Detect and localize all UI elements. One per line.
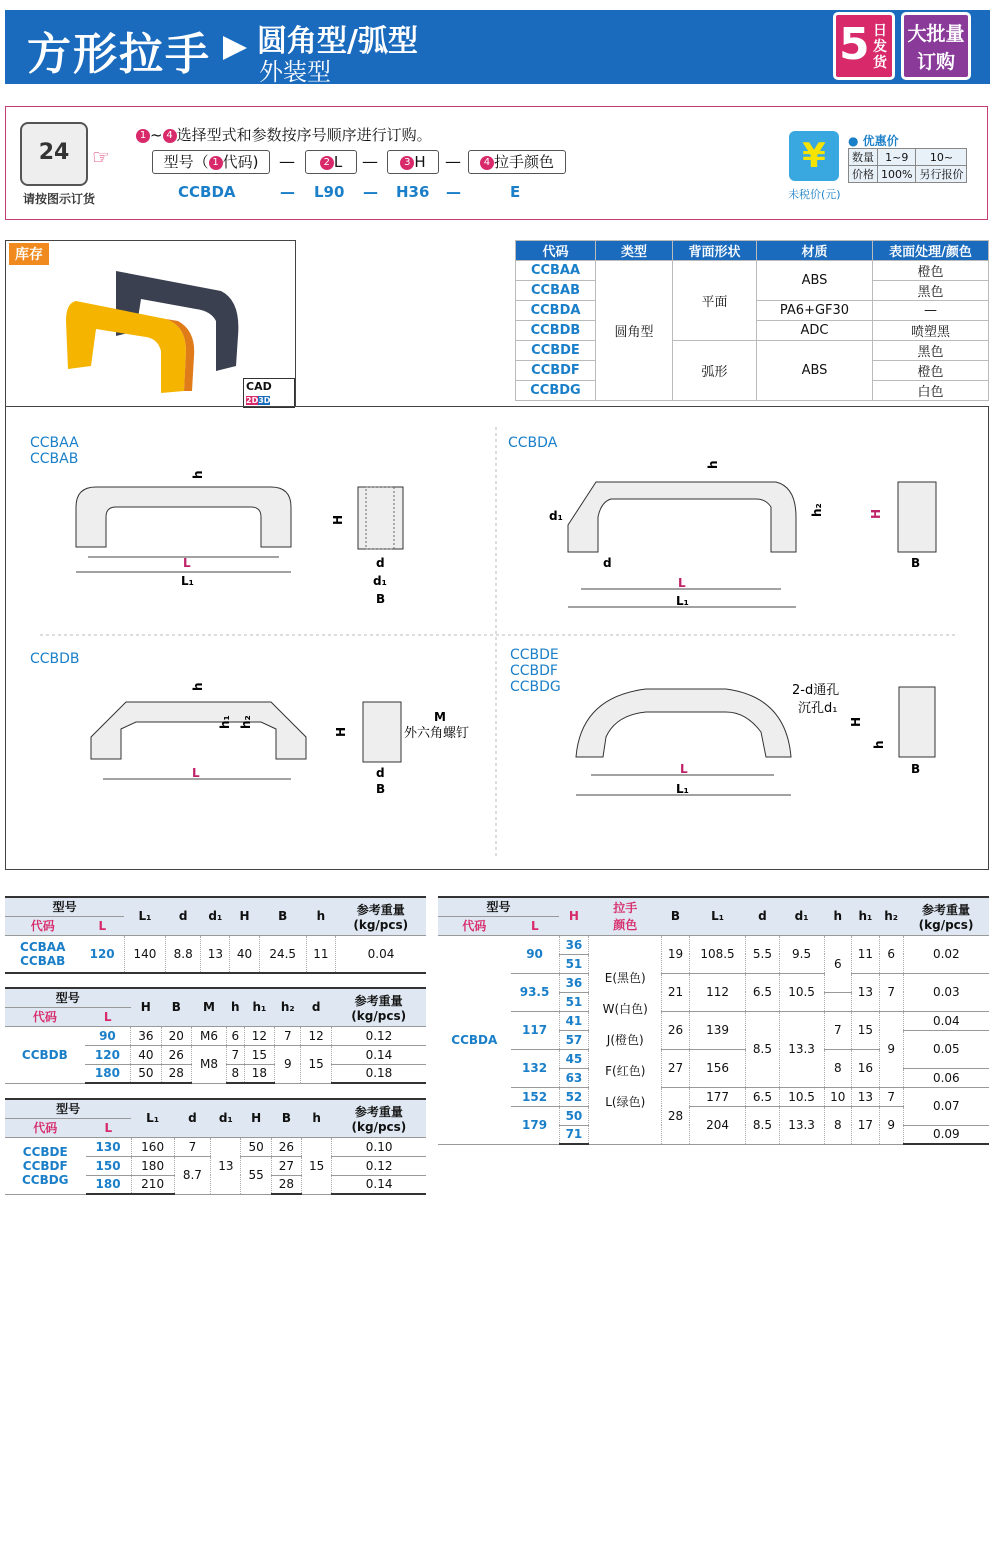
dim-L: L: [678, 576, 686, 590]
dim-h: h: [191, 682, 205, 691]
drawing-label: CCBDE: [510, 647, 559, 663]
dash: —: [362, 152, 378, 171]
dim-L1: L₁: [676, 782, 689, 796]
dim-L: L: [192, 766, 200, 780]
drawing-label: CCBDF: [510, 663, 558, 679]
dim-d: d: [376, 556, 385, 570]
dim-B: B: [911, 762, 921, 776]
page-title: 方形拉手: [27, 29, 211, 80]
drawing-label: CCBAA: [30, 435, 79, 451]
dim-H: H: [849, 716, 863, 727]
page-subtitle: 圆角型/弧型: [257, 24, 418, 59]
hex-bolt-label: 外六角螺钉: [404, 726, 470, 741]
field-H: 3 H: [387, 150, 439, 174]
dim-d: d: [603, 556, 612, 570]
arrow-right-icon: [223, 36, 247, 60]
drawing-label: CCBAB: [30, 451, 79, 467]
drawings-area: [5, 406, 989, 870]
spec-table: 代码 类型 背面形状 材质 表面处理/颜色 CCBAA 圆角型 平面 ABS 橙色 CCBAB 黑色 CCBDA PA6+GF30 — CCBDB ADC 喷塑黑 CCBDE 弧形 ABS 黑色 CCBDF 橙色 CCBDG 白色: [515, 240, 989, 401]
dim-h2: h₂: [239, 715, 253, 729]
example-color: E: [510, 183, 521, 201]
dim-h: h: [191, 470, 205, 479]
dim-B: B: [376, 782, 386, 796]
dim-L: L: [183, 556, 191, 570]
dim-h1: h₁: [218, 715, 232, 729]
dim-h: h: [706, 460, 720, 469]
table-ccbdb: 型号 H B M h h₁ h₂ d 参考重量 (kg/pcs) 代码 L CCBDB 90 36 20 M6 6 12 7 12 0.12 120 40 26 M8 7 15 9 15 0.14 180 50 28 8 18 0.18: [5, 987, 426, 1084]
drawings-svg: [6, 407, 990, 871]
dim-d1: d₁: [549, 509, 563, 523]
table-ccbde: 型号 L₁ d d₁ H B h 参考重量 (kg/pcs) 代码 L CCBDE CCBDF CCBDG 130 160 7 13 50 26 15 0.10 150 180 8.7 55 27 0.12 180 210 28 0.14: [5, 1098, 426, 1195]
drawing-label: CCBDG: [510, 679, 561, 695]
dim-d: d: [376, 766, 385, 780]
example-L: L90: [314, 183, 345, 201]
example-code: CCBDA: [178, 183, 236, 201]
cad-badge[interactable]: CAD 2D3D: [243, 378, 295, 408]
dim-H: H: [869, 508, 883, 519]
hand-pointer-icon: ☞: [92, 145, 110, 169]
price-table: 数量 1~9 10~ 价格 100% 另行报价: [848, 148, 967, 183]
dim-h: h: [872, 740, 886, 749]
dim-d1: d₁: [373, 574, 387, 588]
table-ccbda: 型号 H 拉手 颜色 B L₁ d d₁ h h₁ h₂ 参考重量 (kg/pcs) 代码 L CCBDA 90 36 E(黑色) W(白色) J(橙色) F(红色) L(绿色) 19 108.5 5.5 9.5 6 11 6 0.02 51 93.5 36 21 112 6.5 10.5 13 7 0.03 51 117 41 26 139 8.5 13.3 7 15 9 0.04 57 0.05 132 45 27 156 8 16 63 0.06 152 52 28 177 6.5 10.5 10 13 7 0.07 179 50 204 8.5 13.3 8 17 9 71 0.09: [438, 896, 989, 1145]
example-H: H36: [396, 183, 430, 201]
order-text: 请按图示订货: [23, 192, 96, 206]
dim-B: B: [376, 592, 386, 606]
product-photo: [5, 240, 296, 407]
badge-5day: 5 日发货: [833, 12, 895, 80]
dim-L1: L₁: [676, 594, 689, 608]
drawing-label: CCBDB: [30, 651, 80, 667]
phone-icon: 24: [20, 122, 88, 186]
dim-B: B: [911, 556, 921, 570]
dash: —: [446, 183, 461, 201]
counterbore-label: 沉孔d₁: [798, 701, 838, 716]
dim-L: L: [680, 762, 688, 776]
field-color: 4 拉手颜色: [468, 150, 566, 174]
dim-H: H: [331, 514, 345, 525]
page-subtitle-2: 外装型: [259, 58, 331, 86]
dim-L1: L₁: [181, 574, 194, 588]
dash: —: [279, 152, 295, 171]
dash: —: [363, 183, 378, 201]
drawing-label: CCBDA: [508, 435, 558, 451]
page-header: [5, 10, 990, 84]
badge-bulk: 大批量订购: [901, 12, 971, 80]
untaxed-label: 未税价(元): [788, 188, 841, 201]
table-ccbaa: 型号 L₁ d d₁ H B h 参考重量 (kg/pcs) 代码 L CCBAA CCBAB 120 140 8.8 13 40 24.5 11 0.04: [5, 896, 426, 974]
dim-H: H: [334, 726, 348, 737]
dim-h2: h₂: [810, 503, 824, 517]
price-title: ● 优惠价: [848, 134, 899, 148]
order-instruction: 1 ~ 4 选择型式和参数按序号顺序进行订购。: [136, 124, 432, 145]
stock-badge: 库存: [9, 243, 49, 265]
dim-M: M: [434, 710, 446, 724]
dash: —: [280, 183, 295, 201]
dash: —: [445, 152, 461, 171]
field-L: 2 L: [305, 150, 357, 174]
hole-label: 2-d通孔: [792, 683, 840, 698]
field-model: 型号（ 1 代码): [152, 150, 270, 174]
yen-icon: ¥: [789, 131, 839, 181]
